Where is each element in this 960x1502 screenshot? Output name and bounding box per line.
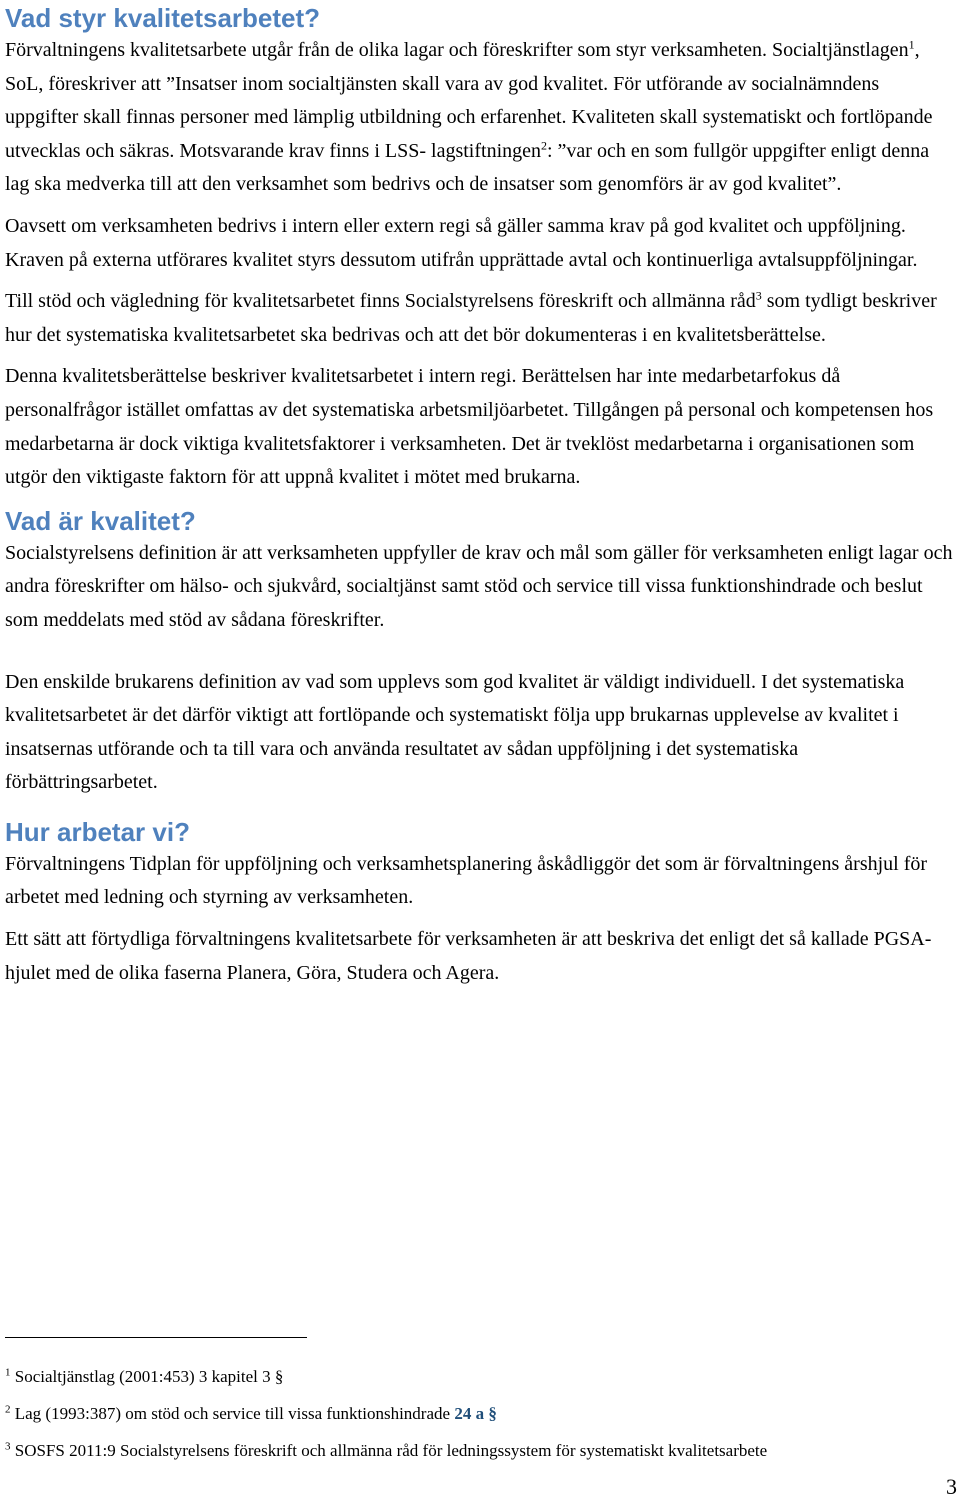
paragraph: [5, 34, 955, 202]
section-heading: Vad är kvalitet?: [5, 505, 196, 536]
paragraph-text: : ”var och en som fullgör uppgifter enligt denna lag ska medverka till att den verksamhet som bedrivs och de insatser som genomförs är av god kvalitet”.: [5, 139, 930, 196]
footnote-text: Socialtjänstlag (2001:453) 3 kapitel 3 §: [14, 1367, 284, 1386]
footnote-text: Lag (1993:387) om stöd och service till vissa funktionshindrade: [14, 1404, 455, 1423]
document-body: [5, 0, 955, 990]
paragraph-text: som tydligt beskriver hur det systematiska kvalitetsarbetet ska bedrivas och att det bör dokumenteras i en kvalitetsberättelse.: [5, 290, 937, 346]
paragraph: Den enskilde brukarens definition av vad som upplevs som god kvalitet är väldigt individuell. I det systematiska kvalitetsarbetet är det därför viktigt att fortlöpande och systematiskt följa upp brukarnas upplevelse av kvalitet i insatsernas utförande och ta till vara och använda resultatet av sådan uppföljning i det systematiska förbättringsarbetet.: [5, 670, 905, 794]
paragraph-text: , SoL, föreskriver att ”Insatser inom socialtjänsten skall vara av god kvalitet. För utförande av socialnämndens uppgifter skall finnas personer med lämplig utbildning och erfarenhet. Kvaliteten skall systematiskt och fortlöpande utvecklas och säkras. Motsvarande krav finns i LSS- lagstiftningen: [5, 39, 933, 162]
section-heading: Hur arbetar vi?: [5, 816, 190, 847]
footnote: [5, 1366, 283, 1388]
footnote-link[interactable]: 24 a §: [454, 1404, 497, 1423]
footnote-ref: 2: [541, 138, 547, 153]
paragraph: Ett sätt att förtydliga förvaltningens kvalitetsarbete för verksamheten är att beskriva det enligt det så kallade PGSA-hjulet med de olika faserna Planera, Göra, Studera och Agera.: [5, 928, 932, 984]
paragraph: Denna kvalitetsberättelse beskriver kvalitetsarbetet i intern regi. Berättelsen har inte medarbetarfokus då personalfrågor istället omfattas av det systematiska arbetsmiljöarbetet. Tillgången på personal och kompetensen hos medarbetarna är dock viktiga kvalitetsfaktorer i verksamheten. Det är tveklöst medarbetarna i organisationen som utgör den viktigaste faktorn för att uppnå kvalitet i mötet med brukarna.: [5, 365, 934, 489]
page-number: 3: [946, 1474, 957, 1499]
footnote: [5, 1403, 497, 1425]
footnote-text: SOSFS 2011:9 Socialstyrelsens föreskrift och allmänna råd för ledningssystem för systematiskt kvalitetsarbete: [14, 1441, 768, 1460]
footnote-number: 1: [5, 1366, 11, 1379]
paragraph: [5, 285, 955, 352]
footnote-number: 2: [5, 1403, 11, 1416]
paragraph: Förvaltningens Tidplan för uppföljning och verksamhetsplanering åskådliggör det som är förvaltningens årshjul för arbetet med ledning och styrning av verksamheten.: [5, 852, 928, 909]
footnote-ref: 1: [908, 37, 915, 52]
footnote-separator: [5, 1337, 307, 1338]
footnote-ref: 3: [755, 288, 762, 303]
paragraph: Oavsett om verksamheten bedrivs i intern eller extern regi så gäller samma krav på god kvalitet och uppföljning. Kraven på externa utförares kvalitet styrs dessutom utifrån upprättade avtal och kontinuerliga avtalsuppföljningar.: [5, 214, 918, 271]
footnote-number: 3: [5, 1440, 11, 1453]
footnote: [5, 1440, 767, 1462]
section-heading: Vad styr kvalitetsarbetet?: [5, 3, 321, 33]
paragraph: Socialstyrelsens definition är att verksamheten uppfyller de krav och mål som gäller för verksamheten enligt lagar och andra föreskrifter om hälso- och sjukvård, socialtjänst samt stöd och service till vissa funktionshindrade och beslut som meddelats med stöd av sådana föreskrifter.: [5, 541, 953, 631]
paragraph-text: Till stöd och vägledning för kvalitetsarbetet finns Socialstyrelsens föreskrift och allmänna råd: [5, 290, 756, 313]
paragraph-text: Förvaltningens kvalitetsarbete utgår från de olika lagar och föreskrifter som styr verksamheten. Socialtjänstlagen: [5, 39, 909, 61]
